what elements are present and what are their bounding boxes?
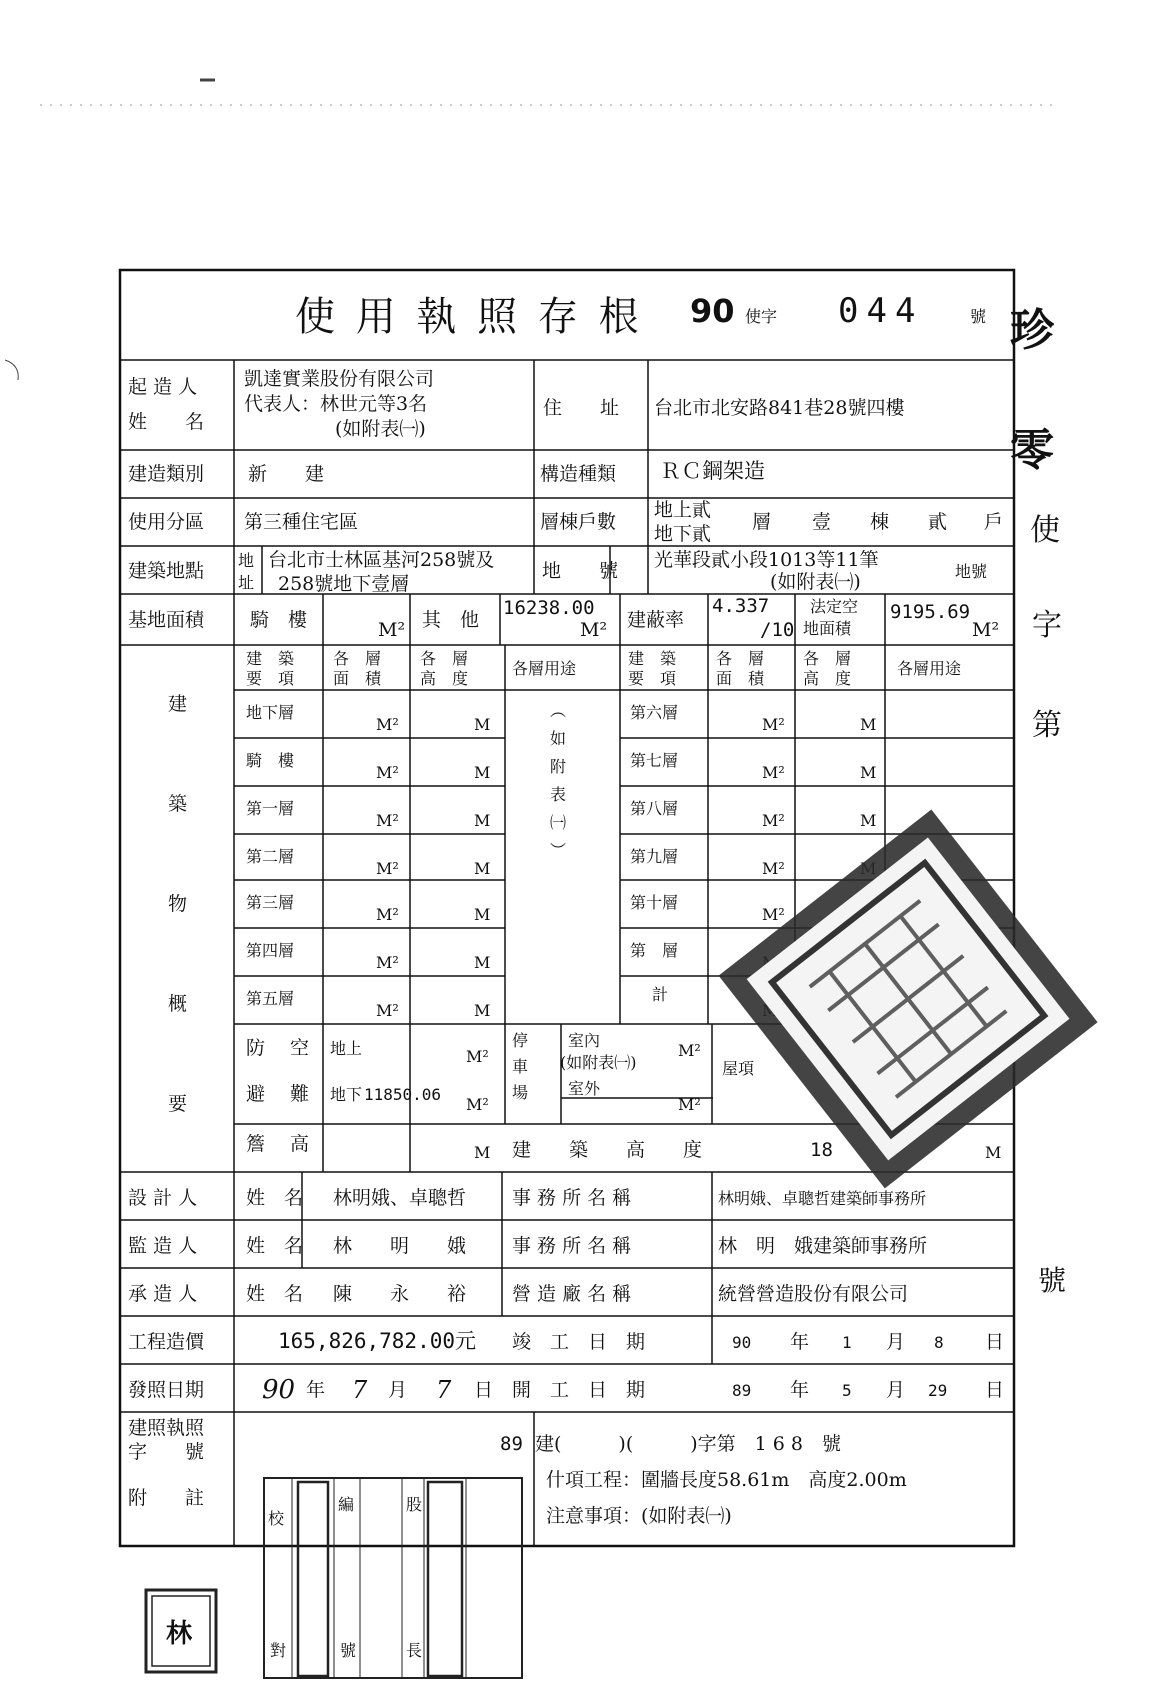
parking-label-char: 車 xyxy=(512,1057,529,1076)
construction-type-row xyxy=(128,459,765,485)
floor-label: 第三層 xyxy=(246,893,295,912)
shelter-label-char: 空 xyxy=(290,1037,310,1059)
eave-label-char: 高 xyxy=(290,1133,310,1155)
margin-character: 字 xyxy=(1032,608,1062,643)
structure-type-label: 構造種類 xyxy=(540,463,617,485)
responsible-parties xyxy=(128,1187,927,1305)
shelter-label-char: 難 xyxy=(290,1083,310,1105)
contractor-label: 承 造 人 xyxy=(128,1283,198,1305)
applicant-address: 台北市北安路841巷28號四樓 xyxy=(654,397,905,419)
site-addr-label-1: 地 xyxy=(238,551,255,570)
area-unit: M² xyxy=(376,715,399,734)
building-permit-label-1: 建照執照 xyxy=(128,1417,205,1439)
use-note-char: 如 xyxy=(550,729,567,748)
left-units xyxy=(376,715,490,1020)
year-label: 年 xyxy=(306,1379,326,1401)
area-unit: M² xyxy=(762,905,785,924)
misc-works: 什項工程：圍牆長度58.61m 高度2.00m xyxy=(546,1469,907,1491)
use-note-char: ︵ xyxy=(550,701,567,720)
month-label: 月 xyxy=(388,1379,408,1401)
height-unit: M xyxy=(474,859,491,878)
building-side-char: 築 xyxy=(168,793,188,815)
units-unit: 戶 xyxy=(984,511,1004,533)
margin-character: 號 xyxy=(1038,1264,1067,1297)
margin-character: 使 xyxy=(1030,513,1060,548)
floor-label: 第 層 xyxy=(630,941,679,960)
buildings-unit: 棟 xyxy=(870,511,890,533)
floors-unit: 層 xyxy=(752,511,772,533)
area-unit: M² xyxy=(762,811,785,830)
shelter-below-unit: M² xyxy=(466,1095,489,1114)
name-label: 姓 名 xyxy=(246,1283,304,1305)
shelter-above-label: 地上 xyxy=(330,1039,363,1058)
day-label: 日 xyxy=(474,1379,494,1401)
use-note-char: ︶ xyxy=(550,841,567,860)
lot-label: 地 號 xyxy=(542,560,619,582)
open-space-label-1: 法定空 xyxy=(810,597,859,616)
margin-character: 第 xyxy=(1032,708,1062,743)
floor-label: 騎 樓 xyxy=(246,751,295,770)
stamp-cell-label: 號 xyxy=(340,1641,357,1660)
col-height-2: 高 度 xyxy=(803,669,852,688)
shelter-label-char: 避 xyxy=(246,1083,266,1105)
building-side-char: 物 xyxy=(168,893,188,915)
title-row xyxy=(295,291,986,340)
day-label: 日 xyxy=(985,1379,1005,1401)
completion-day: 8 xyxy=(934,1333,944,1352)
floor-label: 第六層 xyxy=(630,703,679,722)
floor-label: 地下層 xyxy=(246,703,295,722)
margin-character: 零 xyxy=(1010,425,1054,476)
total-label: 計 xyxy=(652,985,669,1004)
parking-indoor-label: 室內 xyxy=(568,1031,601,1050)
site-area-row xyxy=(128,595,999,641)
coverage-value: 4.337 xyxy=(712,595,770,617)
zoning-label: 使用分區 xyxy=(128,511,205,533)
coverage-label: 建蔽率 xyxy=(627,609,685,631)
shelter-label-char: 防 xyxy=(246,1037,266,1059)
col-use: 各層用途 xyxy=(897,659,962,678)
building-side-char: 要 xyxy=(168,1093,188,1115)
site-label: 建築地點 xyxy=(128,560,205,582)
coverage-denominator: /10 xyxy=(760,619,795,641)
height-unit: M xyxy=(474,811,491,830)
height-unit: M xyxy=(474,1001,491,1020)
floor-label: 第五層 xyxy=(246,989,295,1008)
lot-suffix: 地號 xyxy=(955,562,988,581)
building-height-value: 18 xyxy=(810,1139,833,1161)
site-address-1: 台北市士林區基河258號及 xyxy=(268,549,495,571)
applicant-label-2: 姓 名 xyxy=(128,411,205,433)
lot-number-2: (如附表㈠) xyxy=(770,571,861,593)
applicant-company: 凱達實業股份有限公司 xyxy=(244,368,435,390)
contractor-firm: 統營營造股份有限公司 xyxy=(718,1283,909,1305)
year-label: 年 xyxy=(790,1379,810,1401)
signature-seal xyxy=(146,1590,216,1672)
area-unit: M² xyxy=(376,953,399,972)
approval-stamp-box xyxy=(0,0,522,1678)
parking-label-char: 停 xyxy=(512,1031,529,1050)
structure-type-value: ＲＣ鋼架造 xyxy=(660,459,765,483)
supervisor-name: 林 明 娥 xyxy=(333,1235,467,1257)
year-label: 年 xyxy=(790,1331,810,1353)
building-permit-year: 89 xyxy=(500,1433,523,1455)
buildings-qty: 壹 xyxy=(812,511,832,533)
attention-note: 注意事項：(如附表㈠) xyxy=(546,1505,732,1527)
seal-character: 林 xyxy=(166,1619,193,1649)
height-unit: M xyxy=(860,763,877,782)
applicant-note: (如附表㈠) xyxy=(335,418,426,440)
firm-label: 營 造 廠 名 稱 xyxy=(512,1283,632,1305)
other-area-value: 16238.00 xyxy=(503,597,595,619)
permit-kind: 使字 xyxy=(745,307,778,326)
building-permit-text: 建( )( )字第 1 6 8 號 xyxy=(535,1433,841,1455)
area-unit: M² xyxy=(762,763,785,782)
issue-year: 90 xyxy=(262,1375,296,1405)
supervisor-label: 監 造 人 xyxy=(128,1235,198,1257)
lot-number-1: 光華段貳小段1013等11筆 xyxy=(654,549,879,571)
start-month: 5 xyxy=(842,1381,852,1400)
month-label: 月 xyxy=(886,1331,906,1353)
shelter-below-label: 地下 xyxy=(330,1085,363,1104)
designer-name: 林明娥、卓聰哲 xyxy=(333,1187,467,1209)
parking-indoor-note: (如附表㈠) xyxy=(560,1053,637,1072)
col-area-2: 面 積 xyxy=(716,669,765,688)
right-margin-stamp xyxy=(1010,305,1066,1297)
floors-label: 層棟戶數 xyxy=(540,511,617,533)
height-unit: M xyxy=(860,715,877,734)
other-label: 其 他 xyxy=(422,609,480,631)
supervisor-office: 林 明 娥建築師事務所 xyxy=(718,1235,928,1257)
stamp-cell-label: 校 xyxy=(268,1509,285,1528)
area-unit: M² xyxy=(376,859,399,878)
col-item-2: 要 項 xyxy=(628,669,677,688)
issue-date-label: 發照日期 xyxy=(128,1379,205,1401)
parking-outdoor-label: 室外 xyxy=(568,1079,601,1098)
start-date-label: 開 工 日 期 xyxy=(512,1379,646,1401)
stamp-cell-label: 對 xyxy=(270,1641,287,1660)
col-area-2: 面 積 xyxy=(333,669,382,688)
cost-dates xyxy=(128,1329,1004,1405)
eave-unit: M xyxy=(474,1143,491,1162)
completion-label: 竣 工 日 期 xyxy=(512,1331,646,1353)
applicant-label-1: 起 造 人 xyxy=(128,376,198,398)
area-unit: M² xyxy=(376,763,399,782)
floor-label: 第四層 xyxy=(246,941,295,960)
use-note-char: 附 xyxy=(550,757,567,776)
col-height-1: 各 層 xyxy=(803,649,852,668)
shelter-below-value: 11850.06 xyxy=(364,1085,442,1104)
height-unit: M xyxy=(474,953,491,972)
permit-year: 90 xyxy=(690,292,735,330)
designer-office: 林明娥、卓聰哲建築師事務所 xyxy=(718,1189,927,1208)
floors-below: 地下貳 xyxy=(654,523,712,545)
remarks-label: 附 註 xyxy=(128,1487,205,1509)
office-label: 事 務 所 名 稱 xyxy=(512,1187,632,1209)
site-area-label: 基地面積 xyxy=(128,609,205,631)
site-row xyxy=(128,549,987,595)
col-item-1: 建 築 xyxy=(246,649,295,668)
form-title: 使 用 執 照 存 根 xyxy=(295,294,643,340)
permit-number: 044 xyxy=(838,291,924,331)
stamp-cell-label: 編 xyxy=(338,1495,355,1514)
building-permit-row xyxy=(128,1417,841,1463)
floor-label: 第十層 xyxy=(630,893,679,912)
cost-label: 工程造價 xyxy=(128,1331,205,1353)
office-label: 事 務 所 名 稱 xyxy=(512,1235,632,1257)
building-side-char: 建 xyxy=(168,693,188,715)
start-day: 29 xyxy=(928,1381,948,1400)
applicant-row xyxy=(128,368,905,440)
completion-month: 1 xyxy=(842,1333,852,1352)
address-label: 住 址 xyxy=(543,397,620,419)
day-label: 日 xyxy=(985,1331,1005,1353)
floor-label: 第七層 xyxy=(630,751,679,770)
arcade-label: 騎 樓 xyxy=(250,609,308,631)
col-item-2: 要 項 xyxy=(246,669,295,688)
other-area-unit: M² xyxy=(580,619,608,641)
roof-label: 屋項 xyxy=(722,1059,755,1078)
col-area-1: 各 層 xyxy=(333,649,382,668)
arcade-unit: M² xyxy=(378,619,406,641)
area-unit: M² xyxy=(376,1001,399,1020)
col-height-2: 高 度 xyxy=(420,669,469,688)
construction-type-value: 新 建 xyxy=(248,463,325,485)
zoning-row xyxy=(128,499,1003,545)
col-item-1: 建 築 xyxy=(628,649,677,668)
parking-label-char: 場 xyxy=(512,1083,529,1102)
building-permit-label-2: 字 號 xyxy=(128,1441,205,1463)
issue-month: 7 xyxy=(352,1376,368,1404)
units-qty: 貳 xyxy=(928,511,948,533)
site-address-2: 258號地下壹層 xyxy=(278,573,410,595)
start-year: 89 xyxy=(732,1381,752,1400)
month-label: 月 xyxy=(886,1379,906,1401)
height-unit: M xyxy=(860,811,877,830)
zoning-value: 第三種住宅區 xyxy=(244,511,359,533)
contractor-name: 陳 永 裕 xyxy=(333,1283,467,1305)
use-note-char: 表 xyxy=(550,785,567,804)
applicant-representative: 代表人：林世元等3名 xyxy=(244,393,428,415)
open-space-unit: M² xyxy=(972,619,1000,641)
col-area-1: 各 層 xyxy=(716,649,765,668)
shelter-above-unit: M² xyxy=(466,1047,489,1066)
parking-indoor-unit: M² xyxy=(678,1041,701,1060)
open-space-label-2: 地面積 xyxy=(803,619,852,638)
floor-label: 第二層 xyxy=(246,847,295,866)
height-unit: M xyxy=(474,905,491,924)
designer-label: 設 計 人 xyxy=(128,1187,198,1209)
stamp-cell-label: 長 xyxy=(406,1641,423,1660)
stamp-cell-label: 股 xyxy=(406,1495,423,1514)
area-unit: M² xyxy=(762,859,785,878)
area-unit: M² xyxy=(762,715,785,734)
parking-outdoor-unit: M² xyxy=(678,1095,701,1114)
name-label: 姓 名 xyxy=(246,1187,304,1209)
building-height-label: 建 築 高 度 xyxy=(512,1139,703,1161)
col-height-1: 各 層 xyxy=(420,649,469,668)
area-unit: M² xyxy=(376,905,399,924)
construction-type-label: 建造類別 xyxy=(128,463,205,485)
floor-label: 第八層 xyxy=(630,799,679,818)
margin-character: 珍 xyxy=(1010,305,1054,356)
building-height-unit: M xyxy=(985,1143,1002,1162)
site-addr-label-2: 址 xyxy=(238,573,255,592)
height-unit: M xyxy=(474,763,491,782)
open-space-value: 9195.69 xyxy=(890,601,971,623)
issue-day: 7 xyxy=(436,1376,452,1404)
use-note-char: ㈠ xyxy=(550,813,567,832)
building-side-char: 概 xyxy=(168,993,188,1015)
col-use: 各層用途 xyxy=(512,659,577,678)
floor-label: 第九層 xyxy=(630,847,679,866)
area-unit: M² xyxy=(376,811,399,830)
cost-value: 165,826,782.00元 xyxy=(278,1329,477,1353)
eave-label-char: 簷 xyxy=(246,1133,266,1155)
floor-label: 第一層 xyxy=(246,799,295,818)
height-unit: M xyxy=(474,715,491,734)
completion-year: 90 xyxy=(732,1333,752,1352)
floors-above: 地上貳 xyxy=(654,499,712,521)
name-label: 姓 名 xyxy=(246,1235,304,1257)
permit-number-suffix: 號 xyxy=(970,307,987,326)
